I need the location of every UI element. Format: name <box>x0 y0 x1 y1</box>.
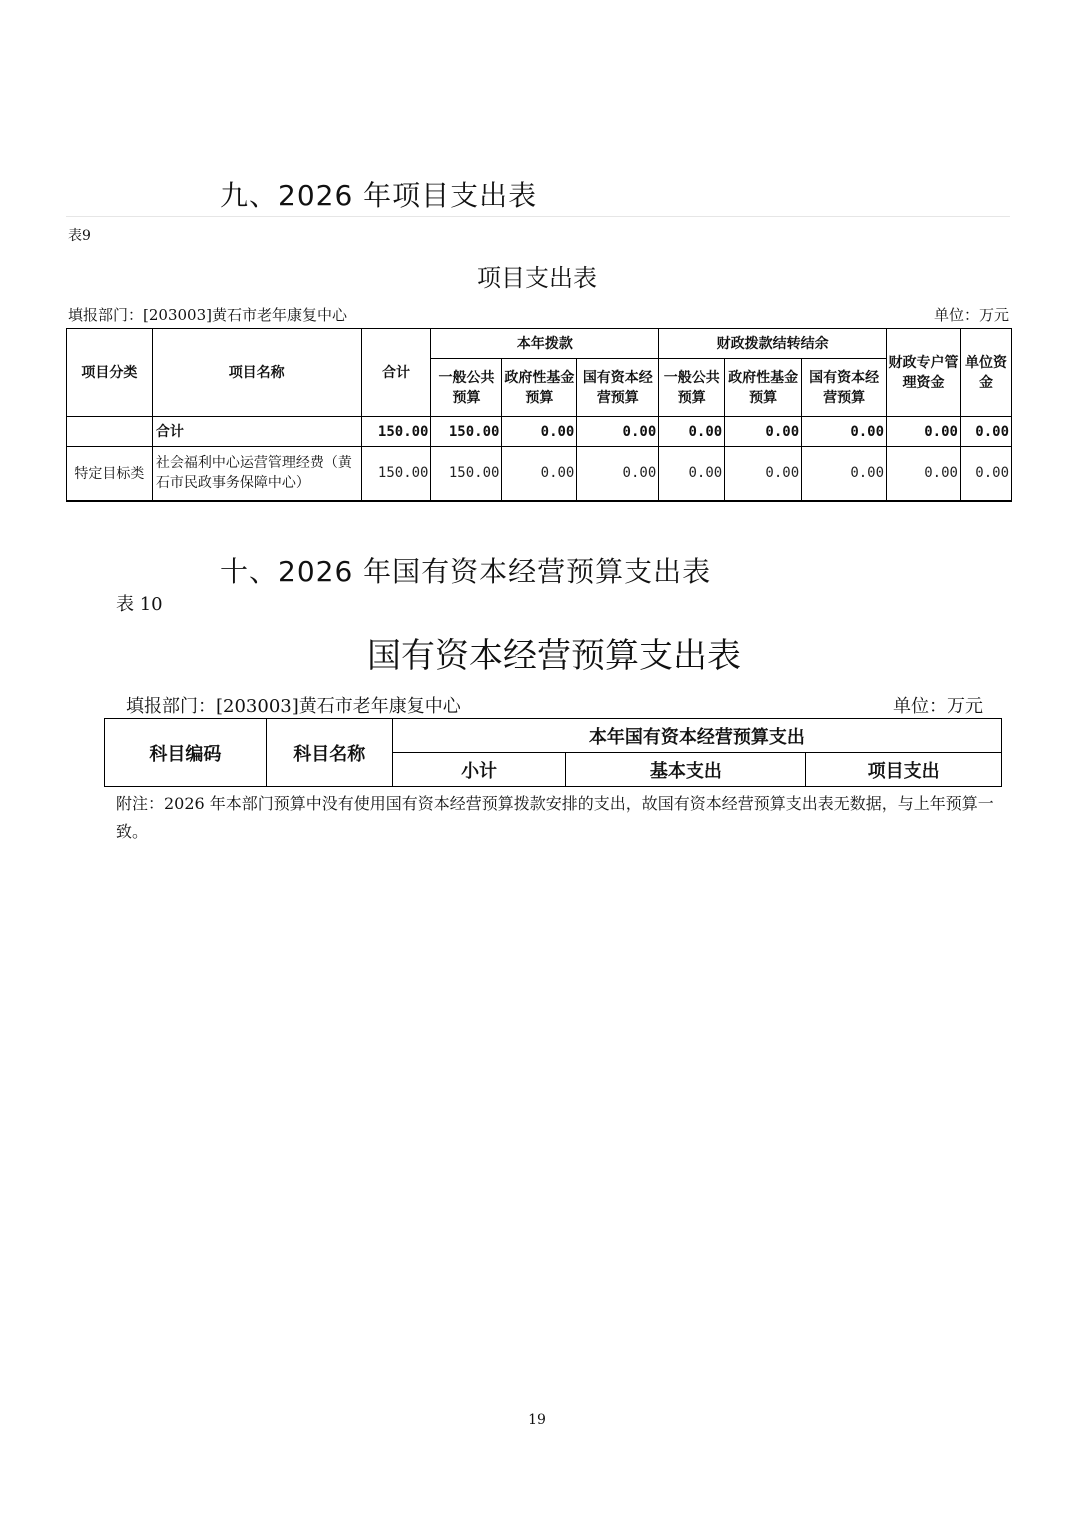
section10-heading: 十、2026 年国有资本经营预算支出表 <box>220 555 712 588</box>
header-unit-fund: 单位资金 <box>960 329 1011 417</box>
cell-co-general-public: 0.00 <box>659 417 725 447</box>
header-co-general-public: 一般公共预算 <box>659 359 725 417</box>
header-category: 项目分类 <box>67 329 153 417</box>
cell-co-general-public: 0.00 <box>659 447 725 501</box>
section9-divider <box>66 216 1010 217</box>
header-group: 本年国有资本经营预算支出 <box>392 719 1001 753</box>
cell-co-gov-fund: 0.00 <box>725 417 802 447</box>
header-name: 项目名称 <box>152 329 361 417</box>
cell-general-public: 150.00 <box>431 417 502 447</box>
header-code: 科目编码 <box>105 719 267 787</box>
header-subtotal: 小计 <box>392 753 566 787</box>
cell-co-state-capital: 0.00 <box>802 417 887 447</box>
row-category: 特定目标类 <box>67 447 153 501</box>
section9-heading: 九、2026 年项目支出表 <box>220 179 538 212</box>
row-name: 合计 <box>152 417 361 447</box>
state-capital-expenditure-table <box>104 718 1002 787</box>
header-special-fund: 财政专户管理资金 <box>887 329 961 417</box>
section10-unit: 单位：万元 <box>893 696 983 717</box>
cell-total: 150.00 <box>361 447 431 501</box>
cell-special-fund: 0.00 <box>887 417 961 447</box>
header-project: 项目支出 <box>806 753 1002 787</box>
header-group-current: 本年拨款 <box>431 329 659 359</box>
header-basic: 基本支出 <box>566 753 806 787</box>
header-gov-fund: 政府性基金预算 <box>502 359 577 417</box>
section9-unit: 单位：万元 <box>934 306 1010 324</box>
cell-co-gov-fund: 0.00 <box>725 447 802 501</box>
header-group-carryover: 财政拨款结转结余 <box>659 329 887 359</box>
section10-dept: 填报部门：[203003]黄石市老年康复中心 <box>126 696 461 717</box>
section10-note: 附注：2026 年本部门预算中没有使用国有资本经营预算拨款安排的支出，故国有资本经营预算支出表无数据，与上年预算一致。 <box>116 794 994 841</box>
section9-dept: 填报部门：[203003]黄石市老年康复中心 <box>68 306 347 324</box>
header-name: 科目名称 <box>266 719 392 787</box>
section9-table-title: 项目支出表 <box>477 264 597 292</box>
page-number: 19 <box>528 1412 546 1428</box>
cell-total: 150.00 <box>361 417 431 447</box>
header-total: 合计 <box>361 329 431 417</box>
cell-gov-fund: 0.00 <box>502 417 577 447</box>
table-row-total <box>67 417 1012 447</box>
cell-state-capital: 0.00 <box>577 417 659 447</box>
header-co-gov-fund: 政府性基金预算 <box>725 359 802 417</box>
section10-table-label: 表 10 <box>116 594 163 615</box>
cell-state-capital: 0.00 <box>577 447 659 501</box>
header-general-public: 一般公共预算 <box>431 359 502 417</box>
table-row-project <box>67 447 1012 501</box>
cell-unit-fund: 0.00 <box>960 447 1011 501</box>
cell-special-fund: 0.00 <box>887 447 961 501</box>
row-name: 社会福利中心运营管理经费（黄石市民政事务保障中心） <box>152 447 361 501</box>
row-category <box>67 417 153 447</box>
header-state-capital: 国有资本经营预算 <box>577 359 659 417</box>
cell-general-public: 150.00 <box>431 447 502 501</box>
cell-co-state-capital: 0.00 <box>802 447 887 501</box>
section9-table-label: 表9 <box>68 228 91 244</box>
cell-gov-fund: 0.00 <box>502 447 577 501</box>
cell-unit-fund: 0.00 <box>960 417 1011 447</box>
header-co-state-capital: 国有资本经营预算 <box>802 359 887 417</box>
section10-table-title: 国有资本经营预算支出表 <box>367 636 741 676</box>
project-expenditure-table <box>66 328 1012 502</box>
